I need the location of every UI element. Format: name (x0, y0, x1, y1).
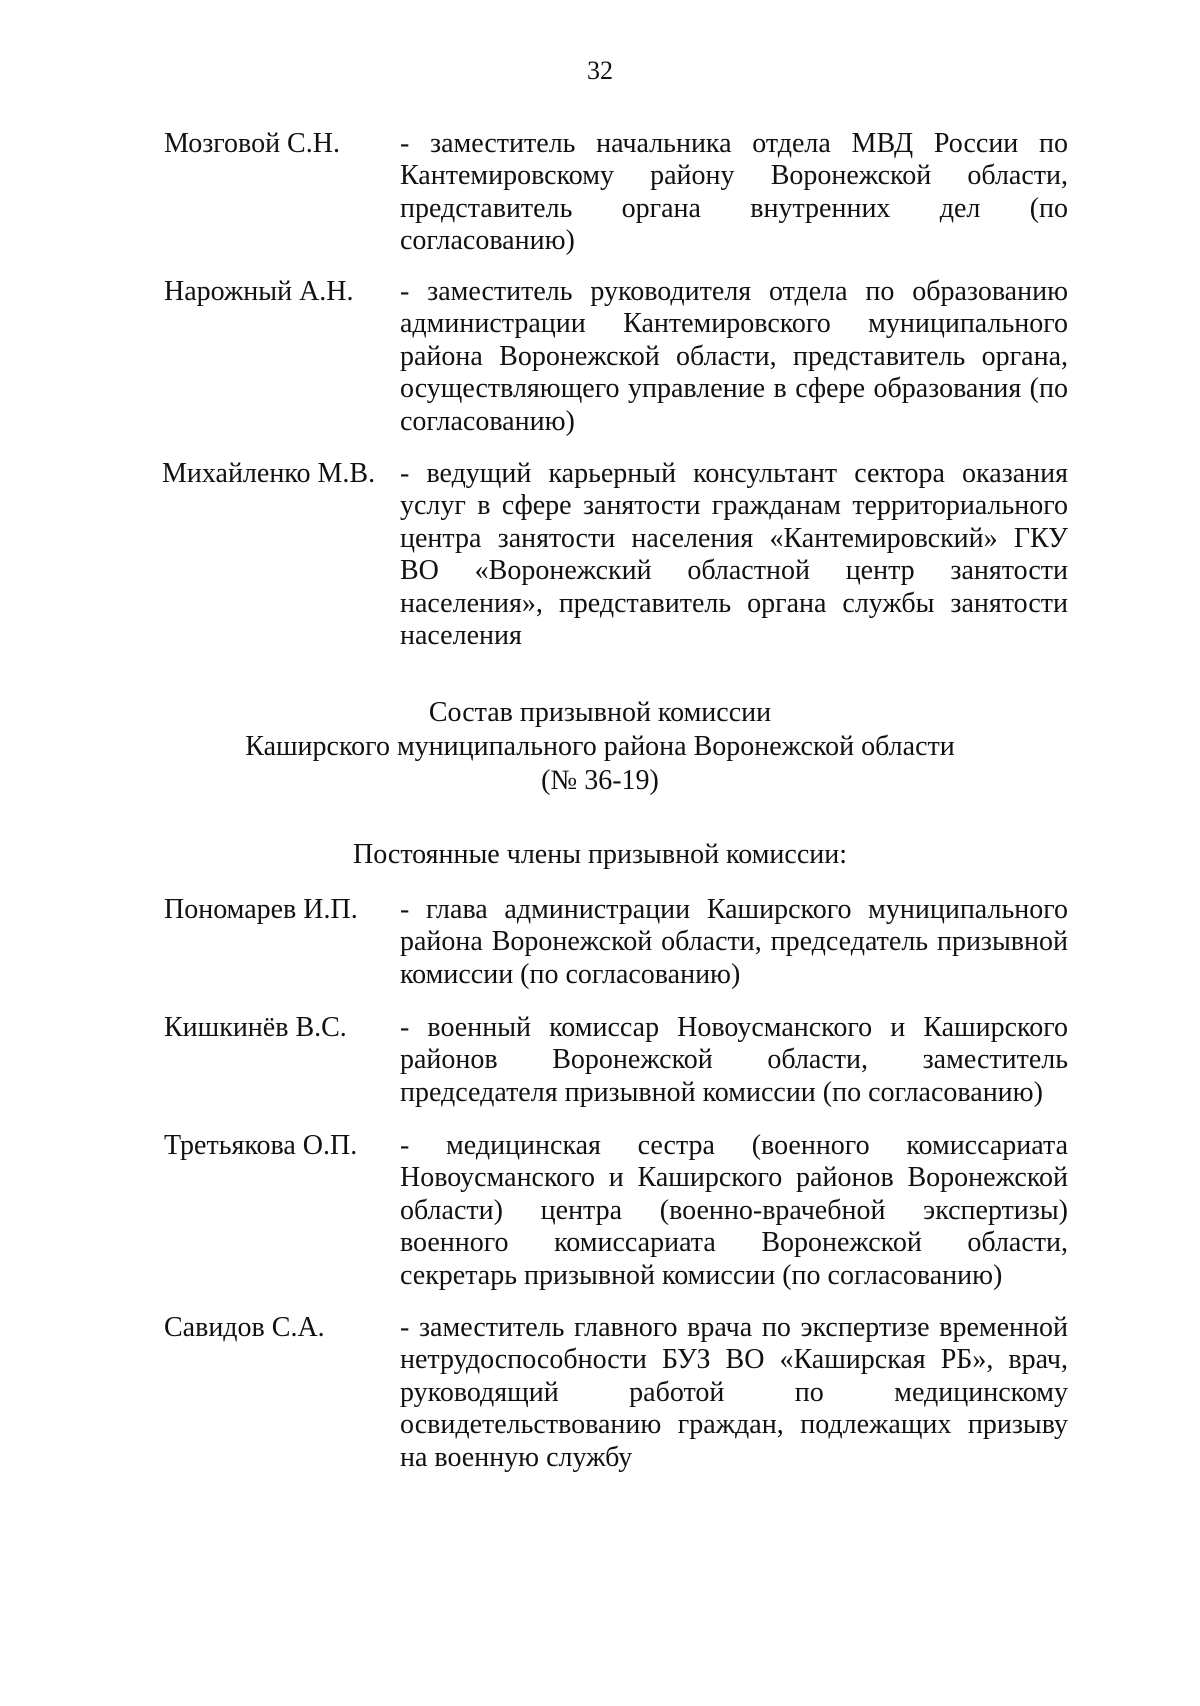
member-name: Пономарев И.П. (164, 894, 358, 925)
member-name: Мозговой С.Н. (164, 128, 340, 159)
commission-title-line: Каширского муниципального района Воронежской области (245, 731, 955, 762)
page-number: 32 (587, 56, 613, 85)
member-description: - заместитель главного врача по экспертизе временной нетрудоспособности БУЗ ВО «Каширская РБ», врач, руководящий работой по медицинскому освидетельствованию граждан, подлежащих призыву на военную службу (400, 1312, 1068, 1473)
commission-number: (№ 36-19) (541, 765, 659, 796)
member-name: Михайленко М.В. (162, 458, 376, 489)
commission-subtitle: Постоянные члены призывной комиссии: (352, 839, 848, 870)
member-description: - заместитель начальника отдела МВД России по Кантемировскому району Воронежской области, представитель органа внутренних дел (по согласованию) (400, 128, 1068, 257)
commission-title (0, 696, 1200, 798)
member-name: Нарожный А.Н. (164, 276, 354, 307)
member-name: Кишкинёв В.С. (164, 1012, 347, 1043)
member-description: - ведущий карьерный консультант сектора оказания услуг в сфере занятости гражданам территориального центра занятости населения «Кантемировский» ГКУ ВО «Воронежский областной центр занятости населения», представитель органа службы занятости населения (400, 458, 1068, 652)
commission-title-line: Состав призывной комиссии (428, 697, 772, 728)
member-description: - заместитель руководителя отдела по образованию администрации Кантемировского муниципального района Воронежской области, представитель органа, осуществляющего управление в сфере образования (по согласованию) (400, 276, 1068, 437)
member-description: - медицинская сестра (военного комиссариата Новоусманского и Каширского районов Воронежской области) центра (военно-врачебной экспертизы) военного комиссариата Воронежской области, секретарь призывной комиссии (по согласованию) (400, 1130, 1068, 1291)
member-description: - военный комиссар Новоусманского и Каширского районов Воронежской области, заместитель председателя призывной комиссии (по согласованию) (400, 1012, 1068, 1108)
member-name: Третьякова О.П. (164, 1130, 358, 1161)
member-name: Савидов С.А. (164, 1312, 325, 1343)
member-description: - глава администрации Каширского муниципального района Воронежской области, председатель призывной комиссии (по согласованию) (400, 894, 1068, 990)
